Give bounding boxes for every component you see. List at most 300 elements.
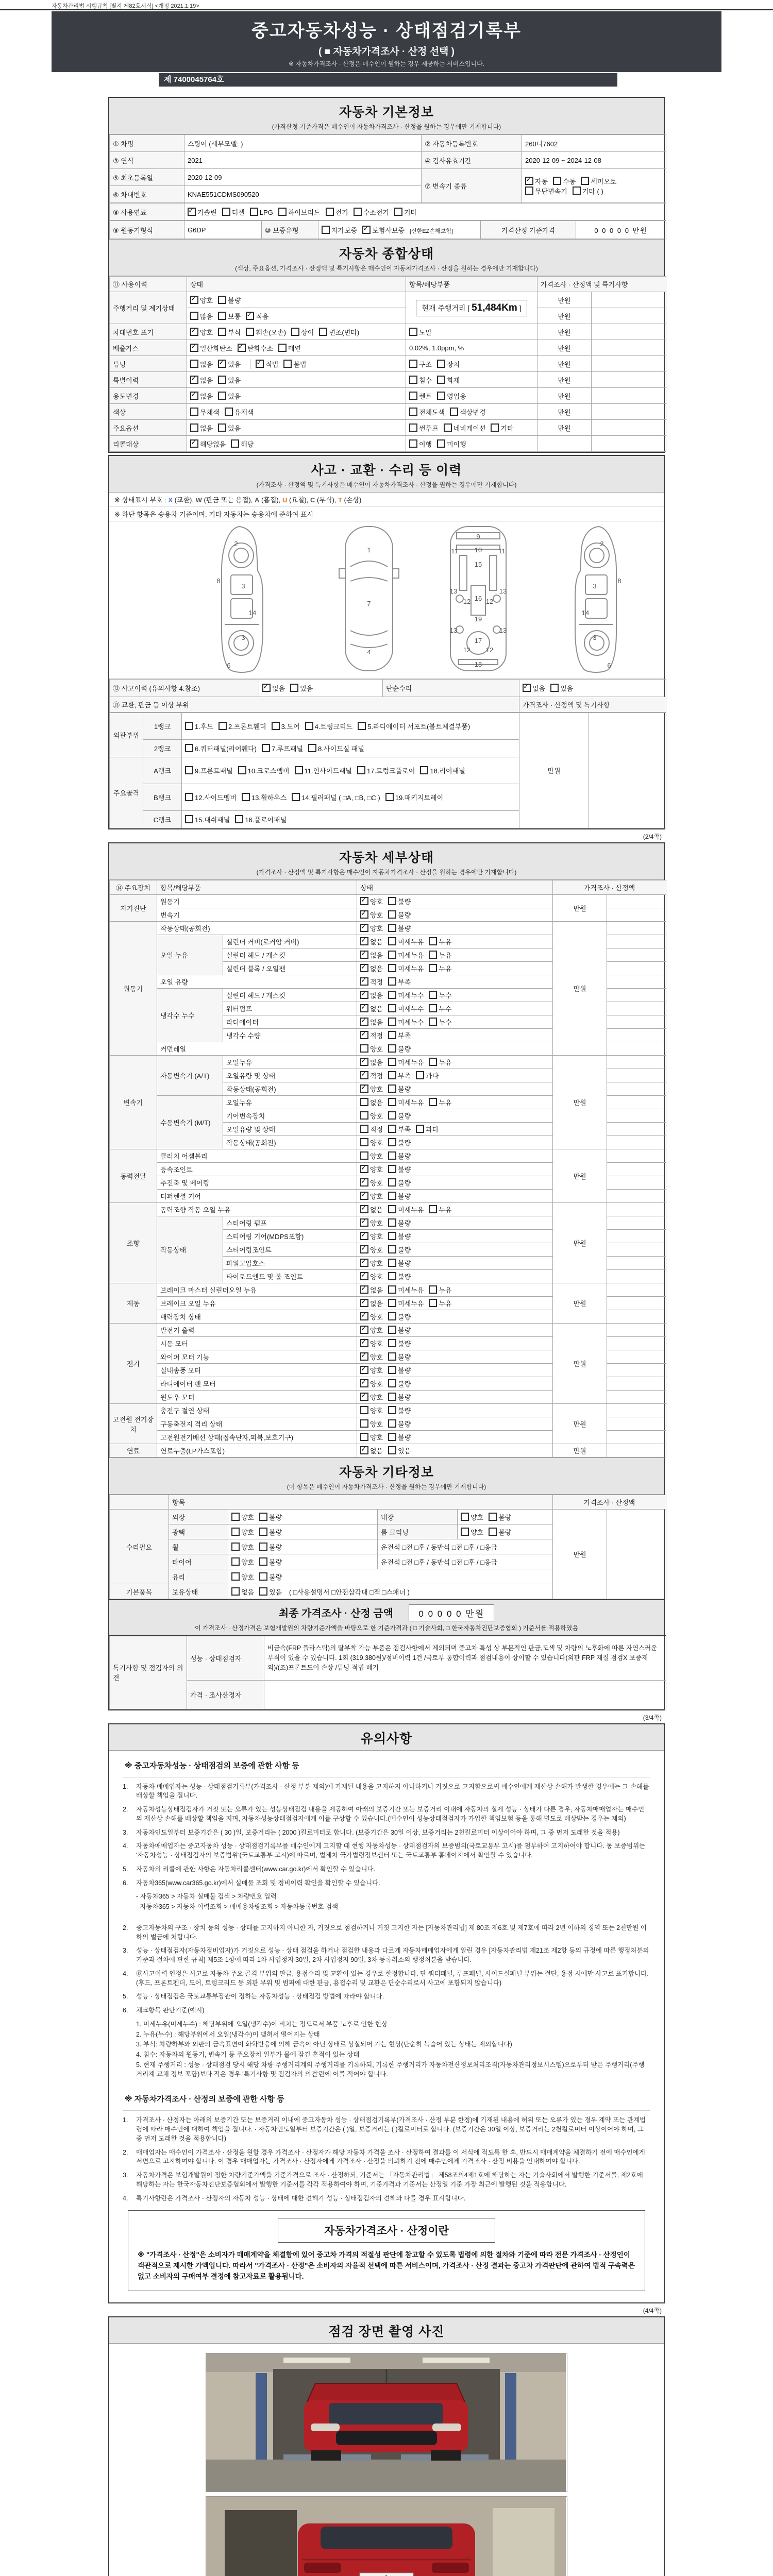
checkbox-11.인사이드패널[interactable]: 11.인사이드패널 bbox=[295, 766, 352, 775]
checkbox-불량[interactable]: 불량 bbox=[489, 1512, 511, 1522]
checkbox-15.대쉬패널[interactable]: 15.대쉬패널 bbox=[185, 815, 230, 824]
checkbox-불량[interactable]: 불량 bbox=[259, 1572, 282, 1582]
checkbox-누유[interactable]: 누유 bbox=[429, 1298, 451, 1308]
checkbox-부족[interactable]: 부족 bbox=[388, 1124, 411, 1134]
checkbox-14.필러패널[interactable]: 14.필러패널 ( □A, □B, □C ) bbox=[292, 792, 380, 802]
checkbox-불량[interactable]: 불량 bbox=[388, 1191, 411, 1201]
checkbox-있음[interactable]: 있음 bbox=[218, 391, 241, 401]
checkbox-적법[interactable]: ✓ 적법 bbox=[256, 359, 278, 369]
checkbox-디젤[interactable]: 디젤 bbox=[222, 207, 245, 217]
checkbox-무채색[interactable]: 무채색 bbox=[190, 407, 220, 417]
checkbox-없음[interactable]: ✓ 없음 bbox=[360, 1017, 383, 1027]
checkbox-불량[interactable]: 불량 bbox=[218, 295, 241, 305]
checkbox-양호[interactable]: 양호 bbox=[360, 1432, 383, 1442]
checkbox-부식[interactable]: 부식 bbox=[218, 327, 241, 337]
checkbox-미세누수[interactable]: 미세누수 bbox=[388, 990, 424, 1000]
checkbox-없음[interactable]: ✓ 없음 bbox=[360, 1205, 383, 1214]
checkbox-양호[interactable]: ✓ 양호 bbox=[360, 896, 383, 906]
checkbox-썬루프[interactable]: 썬루프 bbox=[409, 423, 439, 433]
inspector-opinion-text[interactable]: 비금속(FRP 플라스틱)의 탈부착 가능 부품은 점검사항에서 제외되며 중고차 특성 상 부분적인 판금,도색 및 차량의 노후화에 따른 자연스러운 부식이 있을 수 있습니다. 1회 (319,380원)/정비이력 1건 /국토부 통합이력과 점검내용이 상이할 수 있습니다(외판 FRP 재질 점검X 보증제외)/(조)프론트도어 손상 /튜닝-적법-배기 bbox=[264, 1636, 666, 1680]
overall-row-state bbox=[187, 340, 406, 356]
checkbox-있음[interactable]: 있음 bbox=[388, 1446, 411, 1455]
note-cell[interactable] bbox=[592, 340, 666, 356]
checkbox-불량[interactable]: 불량 bbox=[388, 1405, 411, 1415]
note-cell[interactable] bbox=[592, 420, 666, 436]
checkbox-해당없음[interactable]: ✓ 해당없음 bbox=[190, 439, 226, 449]
checkbox-가솔린[interactable]: ✓ 가솔린 bbox=[188, 207, 217, 217]
checkbox-적정[interactable]: 적정 bbox=[360, 1124, 383, 1134]
detail-note-cell[interactable] bbox=[607, 1431, 666, 1444]
price-cell[interactable]: 만원 bbox=[537, 372, 592, 388]
checkbox-양호[interactable]: ✓ 양호 bbox=[360, 1245, 383, 1255]
checkbox-없음[interactable]: ✓ 없음 bbox=[360, 1057, 383, 1067]
diagram-number-11: 11 bbox=[498, 547, 506, 555]
checkbox-양호[interactable]: ✓ 양호 bbox=[190, 327, 213, 337]
checkbox-불량[interactable]: 불량 bbox=[388, 1272, 411, 1281]
checkbox-없음[interactable]: 없음 bbox=[190, 359, 213, 369]
checkbox-없음[interactable]: ✓ 없음 bbox=[360, 1285, 383, 1295]
diagram-number-11: 11 bbox=[451, 547, 458, 555]
note-cell[interactable] bbox=[592, 404, 666, 420]
checkbox-없음[interactable]: ✓ 없음 bbox=[523, 683, 545, 693]
checkbox-양호[interactable]: 양호 bbox=[231, 1512, 254, 1522]
year-value[interactable]: 2021 bbox=[184, 152, 422, 169]
basic-info-table bbox=[109, 134, 664, 239]
checkbox-많음[interactable]: 많음 bbox=[190, 311, 213, 321]
detail-note-cell[interactable] bbox=[607, 908, 666, 922]
note-cell[interactable] bbox=[592, 436, 666, 452]
checkbox-없음[interactable]: ✓ 없음 bbox=[262, 683, 285, 693]
checkbox-없음[interactable]: ✓ 없음 bbox=[360, 1004, 383, 1013]
note-cell[interactable] bbox=[592, 324, 666, 340]
note-cell[interactable] bbox=[592, 308, 666, 324]
checkbox-없음[interactable]: ✓ 없음 bbox=[360, 1446, 383, 1455]
detail-note-cell[interactable] bbox=[607, 1364, 666, 1377]
checkbox-16.플로어패널[interactable]: 16.플로어패널 bbox=[235, 815, 287, 824]
checkbox-양호[interactable]: ✓ 양호 bbox=[360, 1338, 383, 1348]
checkbox-불량[interactable]: 불량 bbox=[388, 1392, 411, 1402]
checkbox-훼손(오손)[interactable]: 훼손(오손) bbox=[246, 327, 286, 337]
checkbox-불량[interactable]: 불량 bbox=[388, 1151, 411, 1161]
detail-note-cell[interactable] bbox=[607, 1096, 666, 1109]
checkbox-전기[interactable]: 전기 bbox=[326, 207, 348, 217]
checkbox-무단변속기[interactable]: 무단변속기 bbox=[525, 186, 567, 196]
detail-note-cell[interactable] bbox=[607, 1404, 666, 1417]
checkbox-있음[interactable]: 있음 bbox=[218, 423, 241, 433]
checkbox-불량[interactable]: 불량 bbox=[388, 1231, 411, 1241]
checkbox-양호[interactable]: ✓ 양호 bbox=[360, 1258, 383, 1268]
checkbox-3.도어[interactable]: 3.도어 bbox=[272, 721, 300, 731]
checkbox-불량[interactable]: 불량 bbox=[388, 910, 411, 920]
checkbox-양호[interactable]: ✓ 양호 bbox=[360, 1218, 383, 1228]
checkbox-LPG[interactable]: LPG bbox=[250, 208, 273, 216]
price-cell[interactable]: 만원 bbox=[537, 308, 592, 324]
checkbox-탄화수소[interactable]: ✓ 탄화수소 bbox=[238, 343, 273, 353]
checkbox-하이브리드[interactable]: 하이브리드 bbox=[278, 207, 321, 217]
checkbox-양호[interactable]: 양호 bbox=[360, 1111, 383, 1121]
checkbox-불량[interactable]: 불량 bbox=[388, 1138, 411, 1147]
vin-label: ⑥ 차대번호 bbox=[110, 186, 184, 203]
price-cell[interactable]: 만원 bbox=[537, 292, 592, 308]
checkbox-양호[interactable]: ✓양호 bbox=[190, 295, 213, 305]
checkbox-13.휠하우스[interactable]: 13.휠하우스 bbox=[242, 792, 287, 802]
checkbox-양호[interactable]: ✓ 양호 bbox=[360, 1191, 383, 1201]
checkbox-4.트렁크리드[interactable]: 4.트렁크리드 bbox=[305, 721, 353, 731]
detail-note-cell[interactable] bbox=[607, 1216, 666, 1230]
checkbox-없음[interactable]: ✓ 없음 bbox=[360, 963, 383, 973]
detail-note-cell[interactable] bbox=[607, 1270, 666, 1283]
checkbox-누유[interactable]: 누유 bbox=[429, 963, 451, 973]
note-cell[interactable] bbox=[592, 388, 666, 404]
detail-note-cell[interactable] bbox=[607, 1176, 666, 1190]
detail-note-cell[interactable] bbox=[607, 1444, 666, 1458]
price-cell[interactable]: 만원 bbox=[537, 356, 592, 372]
checkbox-적정[interactable]: ✓ 적정 bbox=[360, 977, 383, 987]
checkbox-부족[interactable]: 부족 bbox=[388, 977, 411, 987]
checkbox-누수[interactable]: 누수 bbox=[429, 990, 451, 1000]
detail-note-cell[interactable] bbox=[607, 1310, 666, 1324]
price-cell[interactable] bbox=[537, 436, 592, 452]
checkbox-양호[interactable]: ✓ 양호 bbox=[360, 1365, 383, 1375]
checkbox-10.크로스멤버[interactable]: 10.크로스멤버 bbox=[238, 766, 290, 775]
checkbox-없음[interactable]: 없음 bbox=[231, 1587, 254, 1597]
title-band bbox=[52, 11, 721, 87]
checkbox-보험사보증[interactable]: ✓ 보험사보증 bbox=[362, 225, 405, 235]
detail-col-item: 항목/해당부품 bbox=[157, 880, 357, 895]
detail-price-cell[interactable]: 만원 bbox=[553, 1444, 607, 1458]
checkbox-18.리어패널[interactable]: 18.리어패널 bbox=[420, 766, 465, 775]
checkbox-도말[interactable]: 도말 bbox=[409, 327, 432, 337]
detail-note-cell[interactable] bbox=[607, 1002, 666, 1015]
checkbox-미이행[interactable]: 미이행 bbox=[437, 439, 466, 449]
checkbox-미세누유[interactable]: 미세누유 bbox=[388, 963, 424, 973]
item-text[interactable]: 0.02%, 1.0ppm, % bbox=[409, 344, 464, 352]
diagram-number-1: 1 bbox=[367, 546, 371, 554]
vin-value[interactable]: KNAE551CDMS090520 bbox=[184, 186, 422, 203]
detail-price-cell[interactable]: 만원 bbox=[553, 895, 607, 922]
checkbox-없음[interactable]: ✓ 없음 bbox=[360, 937, 383, 946]
checkbox-불량[interactable]: 불량 bbox=[388, 1245, 411, 1255]
detail-price-cell[interactable]: 만원 bbox=[553, 1056, 607, 1149]
etc-price-cell[interactable]: 만원 bbox=[553, 1510, 607, 1599]
detail-note-cell[interactable] bbox=[607, 1257, 666, 1270]
price-cell[interactable]: 만원 bbox=[537, 324, 592, 340]
detail-note-cell[interactable] bbox=[607, 1163, 666, 1176]
checkbox-불량[interactable]: 불량 bbox=[388, 1352, 411, 1362]
checkbox-불량[interactable]: 불량 bbox=[388, 923, 411, 933]
checkbox-있음[interactable]: 있음 bbox=[259, 1587, 282, 1597]
first-reg-value[interactable]: 2020-12-09 bbox=[184, 169, 422, 186]
checkbox-기타 ( )[interactable]: 기타 ( ) bbox=[573, 186, 603, 196]
checkbox-네비게이션[interactable]: 네비게이션 bbox=[444, 423, 486, 433]
checkbox-없음[interactable]: 없음 bbox=[190, 423, 213, 433]
diagram-number-12: 12 bbox=[463, 598, 471, 605]
overall-row-state bbox=[187, 436, 406, 452]
detail-note-cell[interactable] bbox=[607, 1069, 666, 1082]
checkbox-있음[interactable]: ✓ 있음 bbox=[218, 359, 241, 369]
checkbox-변조(변타)[interactable]: 변조(변타) bbox=[319, 327, 359, 337]
etc-note-cell[interactable] bbox=[607, 1510, 666, 1599]
checkbox-이행[interactable]: 이행 bbox=[409, 439, 432, 449]
detail-note-cell[interactable] bbox=[607, 1056, 666, 1069]
detail-item-state bbox=[357, 1270, 553, 1283]
checkbox-화재[interactable]: 화재 bbox=[437, 375, 460, 385]
detail-col-price: 가격조사 · 산정액 bbox=[553, 880, 666, 895]
note-cell[interactable] bbox=[592, 292, 666, 308]
checkbox-색상변경[interactable]: 색상변경 bbox=[450, 407, 485, 417]
checkbox-불법[interactable]: 불법 bbox=[283, 359, 306, 369]
detail-item-state bbox=[357, 1082, 553, 1096]
checkbox-불량[interactable]: 불량 bbox=[388, 1379, 411, 1388]
detail-note-cell[interactable] bbox=[607, 1417, 666, 1431]
checkbox-불량[interactable]: 불량 bbox=[388, 1164, 411, 1174]
rank-label: A랭크 bbox=[143, 757, 182, 784]
checkbox-5.라디에이터 서포트(볼트체결부품)[interactable]: 5.라디에이터 서포트(볼트체결부품) bbox=[358, 721, 470, 731]
detail-note-cell[interactable] bbox=[607, 1350, 666, 1364]
checkbox-불량[interactable]: 불량 bbox=[259, 1512, 282, 1522]
detail-price-cell[interactable]: 만원 bbox=[553, 1283, 607, 1324]
detail-note-cell[interactable] bbox=[607, 1324, 666, 1337]
engine-type-value[interactable]: G6DP bbox=[184, 221, 262, 239]
checkbox-양호[interactable]: ✓ 양호 bbox=[360, 1352, 383, 1362]
checkbox-없음[interactable]: ✓ 없음 bbox=[360, 1298, 383, 1308]
detail-note-cell[interactable] bbox=[607, 1082, 666, 1096]
checkbox-양호[interactable]: 양호 bbox=[461, 1512, 483, 1522]
checkbox-양호[interactable]: 양호 bbox=[360, 1138, 383, 1147]
checkbox-양호[interactable]: 양호 bbox=[360, 1044, 383, 1054]
detail-note-cell[interactable] bbox=[607, 1337, 666, 1350]
checkbox-일산화탄소[interactable]: ✓ 일산화탄소 bbox=[190, 343, 232, 353]
checkbox-없음[interactable]: ✓ 없음 bbox=[360, 950, 383, 960]
detail-note-cell[interactable] bbox=[607, 1015, 666, 1029]
checkbox-기타[interactable]: 기타 bbox=[394, 207, 417, 217]
checkbox-12.사이드멤버[interactable]: 12.사이드멤버 bbox=[185, 792, 237, 802]
checkbox-미세누유[interactable]: 미세누유 bbox=[388, 1298, 424, 1308]
checkbox-불량[interactable]: 불량 bbox=[388, 1419, 411, 1429]
checkbox-양호[interactable]: ✓ 양호 bbox=[360, 910, 383, 920]
detail-note-cell[interactable] bbox=[607, 922, 666, 935]
checkbox-미세누유[interactable]: 미세누유 bbox=[388, 950, 424, 960]
checkbox-양호[interactable]: 양호 bbox=[360, 1405, 383, 1415]
checkbox-없음[interactable]: 없음 bbox=[360, 1097, 383, 1107]
checkbox-미세누유[interactable]: 미세누유 bbox=[388, 1205, 424, 1214]
detail-note-cell[interactable] bbox=[607, 1123, 666, 1136]
overall-row-label: 리콜대상 bbox=[110, 436, 187, 452]
detail-price-cell[interactable]: 만원 bbox=[553, 1203, 607, 1283]
page-mark-3: (3/4쪽) bbox=[643, 1714, 662, 1721]
detail-note-cell[interactable] bbox=[607, 1283, 666, 1297]
detail-item-state bbox=[357, 1230, 553, 1243]
checkbox-6.쿼터패널(리어휀다)[interactable]: 6.쿼터패널(리어휀다) bbox=[185, 743, 257, 753]
checkbox-적정[interactable]: ✓ 적정 bbox=[360, 1030, 383, 1040]
checkbox-과다[interactable]: 과다 bbox=[416, 1071, 439, 1080]
checkbox-불량[interactable]: 불량 bbox=[388, 1325, 411, 1335]
reg-no-value[interactable]: 260너7602 bbox=[522, 135, 666, 152]
checkbox-누수[interactable]: 누수 bbox=[429, 1017, 451, 1027]
checkbox-과다[interactable]: 과다 bbox=[416, 1124, 439, 1134]
price-cell[interactable]: 만원 bbox=[537, 420, 592, 436]
detail-item-state bbox=[357, 1069, 553, 1082]
checkbox-누유[interactable]: 누유 bbox=[429, 1285, 451, 1295]
checkbox-양호[interactable]: ✓ 양호 bbox=[360, 1231, 383, 1241]
note-cell[interactable] bbox=[592, 372, 666, 388]
checkbox-있음[interactable]: 있음 bbox=[290, 683, 313, 693]
note-cell[interactable] bbox=[592, 356, 666, 372]
checkbox-양호[interactable]: 양호 bbox=[231, 1527, 254, 1537]
detail-note-cell[interactable] bbox=[607, 962, 666, 975]
checkbox-적정[interactable]: ✓ 적정 bbox=[360, 1071, 383, 1080]
detail-note-cell[interactable] bbox=[607, 1377, 666, 1391]
checkbox-보통[interactable]: 보통 bbox=[218, 311, 241, 321]
detail-note-cell[interactable] bbox=[607, 895, 666, 908]
checkbox-영업용[interactable]: 영업용 bbox=[437, 391, 466, 401]
checkbox-양호[interactable]: 양호 bbox=[360, 1151, 383, 1161]
checkbox-누유[interactable]: 누유 bbox=[429, 1097, 451, 1107]
checkbox-장치[interactable]: 장치 bbox=[437, 359, 460, 369]
checkbox-양호[interactable]: ✓ 양호 bbox=[360, 1392, 383, 1402]
checkbox-구조[interactable]: 구조 bbox=[409, 359, 432, 369]
checkbox-누유[interactable]: 누유 bbox=[429, 1205, 451, 1214]
price-cell[interactable]: 만원 bbox=[537, 340, 592, 356]
checkbox-적음[interactable]: ✓ 적음 bbox=[246, 311, 268, 321]
checkbox-불량[interactable]: 불량 bbox=[388, 1178, 411, 1188]
transmission-label: ⑦ 변속기 종류 bbox=[422, 169, 522, 203]
detail-note-cell[interactable] bbox=[607, 1243, 666, 1257]
checkbox-7.루프패널[interactable]: 7.루프패널 bbox=[262, 743, 303, 753]
checkbox-양호[interactable]: 양호 bbox=[231, 1572, 254, 1582]
checkbox-자가보증[interactable]: 자가보증 bbox=[322, 225, 357, 235]
checkbox-불량[interactable]: 불량 bbox=[388, 1218, 411, 1228]
checkbox-불량[interactable]: 불량 bbox=[489, 1527, 511, 1537]
checkbox-있음[interactable]: 있음 bbox=[218, 375, 241, 385]
detail-note-cell[interactable] bbox=[607, 975, 666, 989]
checkbox-기타[interactable]: 기타 bbox=[491, 423, 513, 433]
checkbox-미세누유[interactable]: 미세누유 bbox=[388, 1057, 424, 1067]
checkbox-누유[interactable]: 누유 bbox=[429, 950, 451, 960]
checkbox-불량[interactable]: 불량 bbox=[388, 896, 411, 906]
detail-note-cell[interactable] bbox=[607, 1203, 666, 1216]
checkbox-양호[interactable]: ✓ 양호 bbox=[360, 1379, 383, 1388]
detail-note-cell[interactable] bbox=[607, 935, 666, 948]
car-name-value[interactable]: 스팅어 (세부모델: ) bbox=[184, 135, 422, 152]
checkbox-누수[interactable]: 누수 bbox=[429, 1004, 451, 1013]
checkbox-유채색[interactable]: 유채색 bbox=[225, 407, 254, 417]
checkbox-불량[interactable]: 불량 bbox=[388, 1365, 411, 1375]
checkbox-양호[interactable]: ✓ 양호 bbox=[360, 1272, 383, 1281]
detail-price-cell[interactable]: 만원 bbox=[553, 1404, 607, 1444]
checkbox-9.프론트패널[interactable]: 9.프론트패널 bbox=[185, 766, 233, 775]
checkbox-침수[interactable]: 침수 bbox=[409, 375, 432, 385]
checkbox-전체도색[interactable]: 전체도색 bbox=[409, 407, 445, 417]
detail-note-cell[interactable] bbox=[607, 989, 666, 1002]
checkbox-미세누수[interactable]: 미세누수 bbox=[388, 1004, 424, 1013]
checkbox-없음[interactable]: ✓ 없음 bbox=[190, 391, 213, 401]
detail-note-cell[interactable] bbox=[607, 1029, 666, 1042]
checkbox-없음[interactable]: ✓ 없음 bbox=[360, 990, 383, 1000]
detail-note-cell[interactable] bbox=[607, 1109, 666, 1123]
checkbox-2.프론트휀더[interactable]: 2.프론트휀더 bbox=[219, 721, 266, 731]
checkbox-1.후드[interactable]: 1.후드 bbox=[185, 721, 213, 731]
checkbox-양호[interactable]: ✓ 양호 bbox=[360, 1178, 383, 1188]
checkbox-없음[interactable]: ✓ 없음 bbox=[190, 375, 213, 385]
price-cell[interactable]: 만원 bbox=[537, 388, 592, 404]
checkbox-불량[interactable]: 불량 bbox=[259, 1557, 282, 1567]
checkbox-렌트[interactable]: 렌트 bbox=[409, 391, 432, 401]
checkbox-미세누유[interactable]: 미세누유 bbox=[388, 937, 424, 946]
detail-price-cell[interactable]: 만원 bbox=[553, 1149, 607, 1203]
detail-price-cell[interactable]: 만원 bbox=[553, 922, 607, 1056]
checkbox-자동[interactable]: ✓자동 bbox=[525, 176, 548, 186]
detail-note-cell[interactable] bbox=[607, 948, 666, 962]
checkbox-불량[interactable]: 불량 bbox=[388, 1312, 411, 1321]
opinion-table bbox=[109, 1635, 664, 1709]
checkbox-불량[interactable]: 불량 bbox=[259, 1527, 282, 1537]
price-cell[interactable]: 만원 bbox=[537, 404, 592, 420]
detail-note-cell[interactable] bbox=[607, 1042, 666, 1056]
checkbox-누유[interactable]: 누유 bbox=[429, 937, 451, 946]
checkbox-미세누유[interactable]: 미세누유 bbox=[388, 1285, 424, 1295]
detail-note-cell[interactable] bbox=[607, 1190, 666, 1203]
checkbox-있음[interactable]: 있음 bbox=[550, 683, 573, 693]
checkbox-양호[interactable]: 양호 bbox=[360, 1419, 383, 1429]
checkbox-불량[interactable]: 불량 bbox=[388, 1111, 411, 1121]
checkbox-불량[interactable]: 불량 bbox=[388, 1432, 411, 1442]
checkbox-미세누유[interactable]: 미세누유 bbox=[388, 1097, 424, 1107]
checkbox-양호[interactable]: ✓ 양호 bbox=[360, 1312, 383, 1321]
checkbox-세미오토[interactable]: 세미오토 bbox=[581, 176, 616, 186]
checkbox-수소전기[interactable]: 수소전기 bbox=[354, 207, 389, 217]
accident-price-cell[interactable]: 만원 bbox=[519, 713, 589, 828]
checkbox-수동[interactable]: 수동 bbox=[553, 176, 576, 186]
detail-item-state bbox=[357, 1136, 553, 1149]
notice-body bbox=[109, 1751, 664, 2303]
inspection-period-value[interactable]: 2020-12-09 ~ 2024-12-08 bbox=[522, 152, 666, 169]
checkbox-양호[interactable]: ✓ 양호 bbox=[360, 1164, 383, 1174]
checkbox-불량[interactable]: 불량 bbox=[388, 1084, 411, 1094]
checkbox-양호[interactable]: ✓ 양호 bbox=[360, 1084, 383, 1094]
checkbox-미세누수[interactable]: 미세누수 bbox=[388, 1017, 424, 1027]
checkbox-양호[interactable]: ✓ 양호 bbox=[360, 923, 383, 933]
checkbox-양호[interactable]: 양호 bbox=[231, 1557, 254, 1567]
accident-note-cell[interactable] bbox=[589, 713, 666, 828]
detail-note-cell[interactable] bbox=[607, 1149, 666, 1163]
checkbox-상이[interactable]: 상이 bbox=[291, 327, 314, 337]
detail-price-cell[interactable]: 만원 bbox=[553, 1324, 607, 1404]
checkbox-누유[interactable]: 누유 bbox=[429, 1057, 451, 1067]
checkbox-8.사이드실 패널[interactable]: 8.사이드실 패널 bbox=[308, 743, 364, 753]
detail-note-cell[interactable] bbox=[607, 1230, 666, 1243]
checkbox-불량[interactable]: 불량 bbox=[259, 1542, 282, 1552]
checkbox-매연[interactable]: 매연 bbox=[278, 343, 301, 353]
checkbox-불량[interactable]: 불량 bbox=[388, 1044, 411, 1054]
checkbox-양호[interactable]: ✓ 양호 bbox=[360, 1325, 383, 1335]
detail-note-cell[interactable] bbox=[607, 1136, 666, 1149]
detail-note-cell[interactable] bbox=[607, 1391, 666, 1404]
checkbox-17.트렁크플로어[interactable]: 17.트렁크플로어 bbox=[357, 766, 415, 775]
base-price-value[interactable]: 0 0 0 0 0 만원 bbox=[576, 221, 666, 239]
checkbox-불량[interactable]: 불량 bbox=[388, 1338, 411, 1348]
checkbox-양호[interactable]: 양호 bbox=[461, 1527, 483, 1537]
checkbox-부족[interactable]: 부족 bbox=[388, 1030, 411, 1040]
checkbox-불량[interactable]: 불량 bbox=[388, 1258, 411, 1268]
checkbox-부족[interactable]: 부족 bbox=[388, 1071, 411, 1080]
appraiser-opinion-text[interactable] bbox=[264, 1680, 666, 1709]
checkbox-해당[interactable]: 해당 bbox=[231, 439, 254, 449]
checkbox-19.패키지트레이[interactable]: 19.패키지트레이 bbox=[385, 792, 443, 802]
checkbox-양호[interactable]: 양호 bbox=[231, 1542, 254, 1552]
detail-note-cell[interactable] bbox=[607, 1297, 666, 1310]
mileage-value[interactable]: 51,484Km bbox=[472, 302, 517, 313]
